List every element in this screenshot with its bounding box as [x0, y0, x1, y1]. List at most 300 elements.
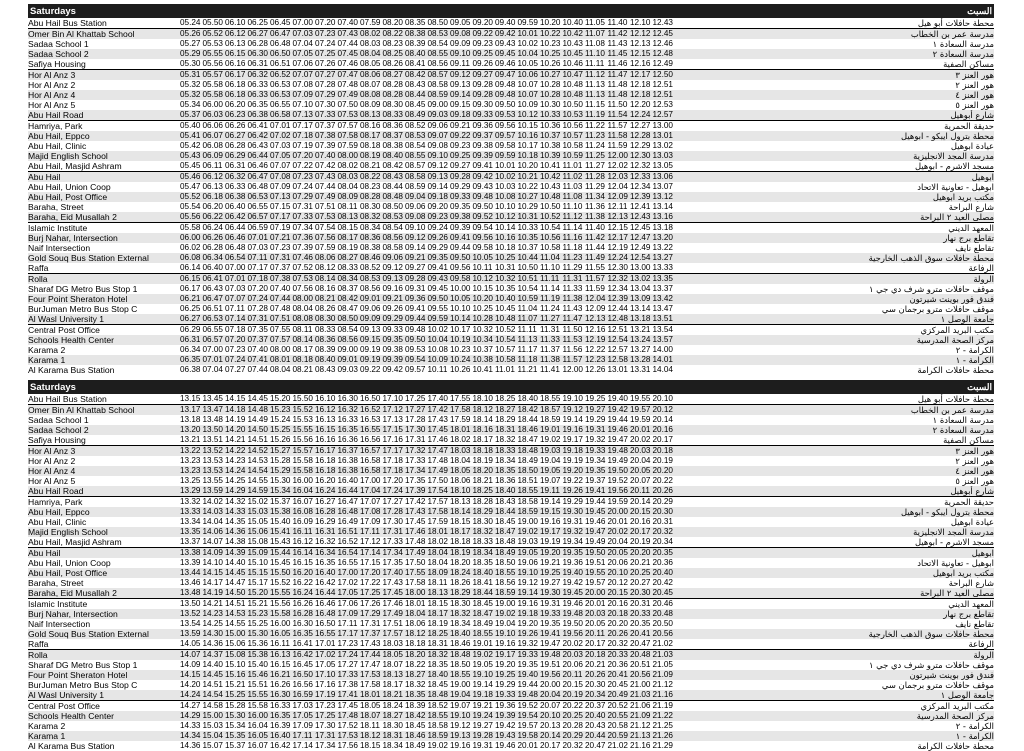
departure-time: 17.30 [405, 425, 426, 434]
departure-time: 06.12 [202, 172, 223, 181]
departure-time: 21.16 [652, 690, 673, 699]
departure-time: 11.57 [585, 274, 605, 283]
stop-name-arabic: جامعة الوصل ١ [940, 690, 994, 700]
departure-times [180, 680, 675, 690]
departure-time: 05.52 [180, 192, 201, 201]
departure-time: 18.47 [472, 609, 493, 618]
departure-time: 16.20 [292, 568, 313, 577]
departure-time: 14.06 [202, 527, 223, 536]
table-row [28, 741, 994, 751]
departure-time: 07.40 [270, 284, 291, 293]
section-header [28, 4, 994, 18]
departure-time: 10.04 [517, 49, 538, 58]
stop-name-arabic: مدرسة عمر بن الخطاب [910, 29, 994, 39]
departure-time: 09.20 [427, 202, 448, 211]
departure-time: 08.00 [337, 151, 358, 160]
departure-time: 18.55 [517, 486, 538, 495]
departure-time: 07.06 [292, 59, 313, 68]
departure-time: 19.32 [517, 639, 538, 648]
departure-time: 20.30 [630, 588, 651, 597]
departure-time: 16.55 [360, 425, 381, 434]
departure-time: 18.55 [540, 394, 561, 403]
departure-time: 21.19 [652, 701, 673, 710]
departure-time: 09.09 [450, 39, 471, 48]
departure-time: 13.48 [202, 415, 223, 424]
departure-time: 11.24 [540, 304, 560, 313]
departure-time: 16.12 [315, 405, 336, 414]
departure-time: 14.45 [202, 670, 223, 679]
departure-time: 12.48 [607, 314, 628, 323]
departure-time: 09.03 [427, 110, 448, 119]
departure-time: 17.10 [315, 670, 336, 679]
departure-time: 19.25 [540, 568, 561, 577]
departure-time: 06.09 [202, 151, 223, 160]
departure-time: 13.59 [180, 629, 201, 638]
departure-time: 18.18 [472, 446, 493, 455]
departure-time: 17.15 [382, 425, 403, 434]
stop-name-arabic: شارع أبوهيل [950, 486, 994, 496]
departure-time: 09.41 [427, 263, 448, 272]
section-header [28, 380, 994, 394]
departure-time: 18.13 [450, 497, 471, 506]
departure-time: 17.48 [337, 711, 358, 720]
departure-time: 20.58 [607, 721, 628, 730]
stop-name: Abu Hail Road [28, 486, 84, 496]
departure-time: 10.12 [517, 110, 538, 119]
departure-time: 13.50 [202, 425, 223, 434]
departure-time: 18.32 [405, 680, 426, 689]
departure-time: 15.05 [247, 517, 268, 526]
departure-time: 10.12 [495, 212, 516, 221]
departure-time: 10.50 [540, 202, 561, 211]
departure-time: 19.16 [517, 599, 538, 608]
departure-time: 07.19 [270, 223, 291, 232]
departure-time: 18.15 [427, 599, 448, 608]
departure-time: 09.12 [405, 233, 426, 242]
departure-times [180, 192, 675, 202]
departure-time: 06.27 [225, 131, 246, 140]
departure-time: 15.00 [202, 711, 223, 720]
departure-time: 10.10 [495, 202, 516, 211]
departure-time: 19.29 [495, 680, 516, 689]
departure-time: 10.57 [495, 345, 516, 354]
departure-time: 14.51 [247, 435, 268, 444]
departure-time: 11.04 [540, 253, 560, 262]
table-row [28, 212, 994, 222]
departure-time: 10.32 [495, 274, 516, 283]
departure-time: 11.03 [562, 182, 583, 191]
departure-time: 16.38 [337, 466, 358, 475]
departure-time: 13.22 [652, 243, 673, 252]
departure-time: 16.26 [270, 680, 291, 689]
departure-time: 05.29 [180, 49, 201, 58]
departure-time: 19.54 [517, 711, 538, 720]
departure-time: 14.34 [180, 731, 201, 740]
departure-time: 06.29 [225, 151, 246, 160]
stop-name: Al Karama Bus Station [28, 365, 115, 375]
departure-times [180, 435, 675, 445]
departure-time: 07.08 [292, 80, 313, 89]
departure-time: 21.02 [607, 741, 628, 750]
stop-name: Naif Intersection [28, 243, 91, 253]
departure-time: 08.02 [337, 161, 358, 170]
departure-time: 10.59 [562, 151, 583, 160]
departure-time: 16.14 [292, 548, 313, 557]
stop-name-arabic: مدرسة عمر بن الخطاب [910, 405, 994, 415]
departure-time: 12.19 [607, 243, 628, 252]
departure-time: 18.13 [427, 588, 448, 597]
departure-time: 07.29 [315, 90, 336, 99]
stop-name: Abu Hail, Clinic [28, 517, 87, 527]
departure-time: 16.56 [292, 680, 313, 689]
departure-time: 12.02 [607, 161, 628, 170]
departure-time: 06.42 [247, 131, 268, 140]
departure-time: 08.37 [382, 131, 403, 140]
departure-time: 14.23 [225, 456, 246, 465]
departure-time: 08.54 [382, 223, 403, 232]
departure-time: 12.44 [607, 304, 628, 313]
departure-time: 17.30 [315, 721, 336, 730]
departure-time: 17.41 [337, 690, 358, 699]
stop-name-arabic: محطة حافلات سوق الذهب الخارجية [868, 629, 994, 639]
departure-time: 07.53 [292, 274, 313, 283]
departure-time: 20.15 [562, 680, 583, 689]
departure-time: 07.39 [315, 141, 336, 150]
departure-time: 07.03 [247, 243, 268, 252]
departure-time: 10.48 [540, 192, 561, 201]
departure-time: 20.15 [607, 588, 628, 597]
departure-time: 17.39 [405, 486, 426, 495]
departure-time: 06.55 [270, 100, 291, 109]
departure-time: 20.05 [607, 548, 628, 557]
departure-time: 07.23 [292, 172, 313, 181]
departure-time: 14.50 [225, 588, 246, 597]
departure-time: 18.11 [360, 721, 380, 730]
departure-time: 09.59 [427, 314, 448, 323]
departure-time: 10.33 [540, 110, 561, 119]
departure-time: 11.31 [562, 274, 583, 283]
departure-time: 14.50 [247, 425, 268, 434]
departure-time: 18.49 [495, 548, 516, 557]
departure-time: 13.53 [202, 466, 223, 475]
departure-time: 20.59 [607, 731, 628, 740]
departure-time: 19.35 [540, 619, 561, 628]
departure-time: 17.43 [360, 639, 381, 648]
departure-time: 18.04 [427, 558, 448, 567]
departure-time: 11.44 [585, 243, 605, 252]
departure-time: 12.54 [630, 253, 651, 262]
departure-time: 09.27 [405, 263, 426, 272]
departure-time: 11.24 [585, 141, 605, 150]
departure-time: 14.17 [202, 578, 223, 587]
table-row [28, 619, 994, 629]
departure-time: 10.56 [562, 121, 583, 130]
departure-time: 16.50 [292, 670, 313, 679]
departure-time: 21.25 [652, 721, 673, 730]
departure-time: 07.33 [292, 212, 313, 221]
departure-time: 19.12 [450, 721, 471, 730]
departure-time: 09.24 [427, 223, 448, 232]
departure-time: 18.45 [495, 517, 516, 526]
departure-time: 18.40 [495, 486, 516, 495]
departure-time: 09.48 [405, 325, 426, 334]
departure-time: 08.13 [337, 212, 358, 221]
departure-time: 05.50 [202, 18, 223, 27]
stop-name-arabic: مكتب بريد ابوهيل [932, 568, 994, 578]
departure-time: 18.07 [382, 660, 403, 669]
departure-time: 08.21 [315, 294, 336, 303]
departure-time: 17.23 [337, 639, 358, 648]
table-row [28, 425, 994, 435]
departure-time: 14.33 [180, 721, 201, 730]
departure-time: 06.32 [247, 70, 268, 79]
departure-time: 19.12 [562, 405, 583, 414]
departure-time: 11.13 [585, 90, 605, 99]
departure-time: 05.41 [180, 131, 201, 140]
departure-times [180, 70, 675, 80]
departure-time: 10.51 [517, 274, 538, 283]
departure-time: 13.53 [202, 456, 223, 465]
departure-time: 11.53 [562, 335, 583, 344]
departure-time: 19.12 [517, 578, 538, 587]
departure-time: 05.43 [180, 151, 201, 160]
departure-time: 19.43 [495, 731, 516, 740]
departure-time: 12.30 [607, 263, 628, 272]
departure-time: 16.40 [315, 568, 336, 577]
departure-time: 20.05 [630, 466, 651, 475]
stop-name-arabic: الرفاعة [968, 263, 994, 273]
departure-time: 06.31 [225, 161, 246, 170]
departure-times [180, 141, 675, 151]
departure-time: 15.03 [247, 507, 268, 516]
table-row [28, 670, 994, 680]
departure-time: 17.43 [405, 507, 426, 516]
departure-time: 10.37 [540, 131, 561, 140]
departure-time: 20.41 [630, 629, 651, 638]
departure-time: 13.45 [202, 394, 223, 403]
departure-time: 06.51 [202, 304, 223, 313]
departure-time: 08.56 [382, 233, 403, 242]
departure-time: 19.35 [585, 466, 606, 475]
stop-name-arabic: مركز الصحة المدرسية [916, 335, 994, 345]
departure-time: 16.50 [315, 619, 336, 628]
departure-time: 14.48 [247, 405, 268, 414]
stop-name: Burj Nahar, Intersection [28, 233, 118, 243]
departure-time: 14.20 [225, 425, 246, 434]
departure-time: 10.25 [472, 304, 493, 313]
departure-time: 12.12 [630, 29, 651, 38]
departure-time: 18.35 [495, 466, 516, 475]
departure-time: 07.05 [270, 151, 291, 160]
departure-time: 19.59 [607, 497, 628, 506]
departure-time: 07.57 [270, 335, 291, 344]
table-row [28, 273, 994, 284]
table-row [28, 335, 994, 345]
departure-time: 09.50 [405, 335, 426, 344]
departure-time: 11.55 [585, 263, 605, 272]
departure-time: 21.09 [652, 670, 673, 679]
departure-time: 15.04 [202, 731, 223, 740]
departure-time: 19.31 [562, 517, 583, 526]
departure-time: 09.23 [450, 141, 471, 150]
departure-time: 09.14 [427, 182, 448, 191]
departure-time: 10.07 [517, 80, 538, 89]
departure-time: 20.37 [585, 701, 606, 710]
departure-time: 17.45 [427, 425, 448, 434]
departure-time: 20.45 [652, 588, 673, 597]
departure-time: 07.10 [292, 100, 313, 109]
departure-time: 20.19 [652, 456, 673, 465]
table-row [28, 314, 994, 324]
departure-time: 09.43 [495, 39, 516, 48]
departure-time: 19.37 [585, 476, 606, 485]
departure-time: 19.55 [585, 568, 606, 577]
departure-time: 17.12 [360, 537, 381, 546]
departure-time: 09.35 [427, 253, 448, 262]
departure-time: 10.58 [540, 243, 561, 252]
departure-time: 08.36 [315, 335, 336, 344]
departure-time: 06.27 [180, 314, 201, 323]
departure-time: 18.04 [450, 456, 471, 465]
departure-time: 10.33 [517, 223, 538, 232]
departure-times [180, 325, 675, 335]
stop-name: Gold Souq Bus Station External [28, 253, 149, 263]
departure-time: 10.28 [472, 314, 493, 323]
departure-time: 17.55 [450, 394, 471, 403]
departure-times [180, 497, 675, 507]
departure-time: 09.04 [405, 192, 426, 201]
departure-time: 15.30 [270, 476, 291, 485]
departure-time: 16.24 [292, 588, 313, 597]
departure-time: 06.34 [180, 345, 201, 354]
departure-time: 12.10 [630, 18, 651, 27]
departure-time: 05.30 [180, 59, 201, 68]
departure-time: 06.55 [247, 202, 268, 211]
table-row [28, 304, 994, 314]
departure-time: 18.49 [472, 619, 493, 628]
departure-time: 09.28 [472, 80, 493, 89]
departure-time: 11.59 [607, 141, 628, 150]
departure-time: 18.19 [472, 456, 493, 465]
departure-time: 13.27 [630, 345, 651, 354]
departure-time: 08.55 [405, 151, 426, 160]
departure-time: 14.15 [202, 568, 223, 577]
departure-time: 06.21 [180, 294, 201, 303]
departure-time: 08.11 [292, 325, 313, 334]
departure-time: 17.20 [382, 476, 403, 485]
departure-time: 11.42 [585, 233, 605, 242]
departure-time: 18.20 [405, 650, 426, 659]
departure-time: 18.27 [382, 711, 403, 720]
departure-time: 09.28 [405, 274, 426, 283]
departure-time: 16.26 [292, 599, 313, 608]
table-row [28, 588, 994, 598]
departure-time: 09.23 [427, 212, 448, 221]
departure-time: 14.54 [202, 690, 223, 699]
departure-time: 12.51 [652, 80, 673, 89]
departure-time: 12.54 [607, 335, 628, 344]
departure-time: 16.27 [315, 497, 336, 506]
departure-time: 08.41 [405, 59, 426, 68]
departure-time: 17.56 [337, 741, 358, 750]
departure-time: 20.16 [630, 517, 651, 526]
departure-time: 17.58 [405, 578, 426, 587]
departure-time: 14.55 [225, 619, 246, 628]
departure-time: 11.16 [562, 233, 583, 242]
departure-time: 10.14 [450, 314, 471, 323]
departure-time: 16.41 [292, 639, 313, 648]
departure-times [180, 304, 675, 314]
departure-time: 07.22 [292, 161, 313, 170]
stop-name: Schools Health Center [28, 335, 114, 345]
stop-name-arabic: موقف حافلات مترو شرف دي جي ١ [868, 660, 994, 670]
departure-time: 08.40 [382, 151, 403, 160]
departure-time: 15.38 [247, 650, 268, 659]
departure-time: 06.50 [270, 49, 291, 58]
departure-time: 20.47 [630, 639, 651, 648]
departure-time: 11.23 [562, 253, 583, 262]
departure-time: 09.52 [472, 212, 493, 221]
departure-time: 19.51 [540, 660, 561, 669]
departure-times [180, 609, 675, 619]
departure-times [180, 446, 675, 456]
departure-time: 07.48 [270, 304, 291, 313]
departure-time: 13.29 [180, 486, 201, 495]
departure-time: 17.40 [382, 568, 403, 577]
departure-time: 14.51 [225, 599, 246, 608]
departure-time: 19.52 [607, 476, 628, 485]
departure-time: 18.18 [405, 639, 426, 648]
departure-time: 21.05 [652, 660, 673, 669]
departure-time: 09.50 [427, 294, 448, 303]
departure-time: 05.52 [202, 29, 223, 38]
departure-time: 07.44 [270, 294, 291, 303]
departure-time: 08.33 [337, 263, 358, 272]
departure-time: 06.30 [247, 49, 268, 58]
departure-time: 06.38 [225, 192, 246, 201]
departure-time: 19.27 [585, 405, 606, 414]
departure-time: 09.35 [450, 202, 471, 211]
departure-time: 14.01 [652, 355, 673, 364]
departure-time: 10.45 [562, 49, 583, 58]
departure-time: 11.07 [585, 29, 605, 38]
departure-time: 09.06 [427, 121, 448, 130]
departure-time: 12.16 [585, 325, 606, 334]
departure-time: 07.40 [337, 18, 358, 27]
departure-time: 20.17 [630, 527, 651, 536]
departure-time: 06.57 [247, 212, 268, 221]
stop-name: Al Wasl University 1 [28, 314, 105, 324]
departure-time: 19.49 [585, 537, 606, 546]
departure-time: 12.19 [585, 335, 606, 344]
departure-time: 10.42 [562, 29, 583, 38]
departure-time: 10.54 [540, 223, 561, 232]
departure-time: 20.10 [607, 568, 628, 577]
departure-time: 18.17 [427, 609, 448, 618]
departure-time: 10.35 [495, 284, 516, 293]
departure-time: 18.32 [450, 609, 471, 618]
departure-time: 13.46 [180, 578, 201, 587]
departure-time: 14.27 [180, 701, 201, 710]
departure-time: 08.28 [360, 192, 381, 201]
departure-time: 07.09 [270, 182, 291, 191]
departure-time: 12.23 [585, 355, 606, 364]
departure-time: 07.02 [270, 131, 291, 140]
departure-time: 09.29 [427, 243, 448, 252]
departure-time: 07.18 [292, 131, 313, 140]
departure-time: 06.20 [202, 202, 223, 211]
departure-time: 17.11 [337, 619, 358, 628]
